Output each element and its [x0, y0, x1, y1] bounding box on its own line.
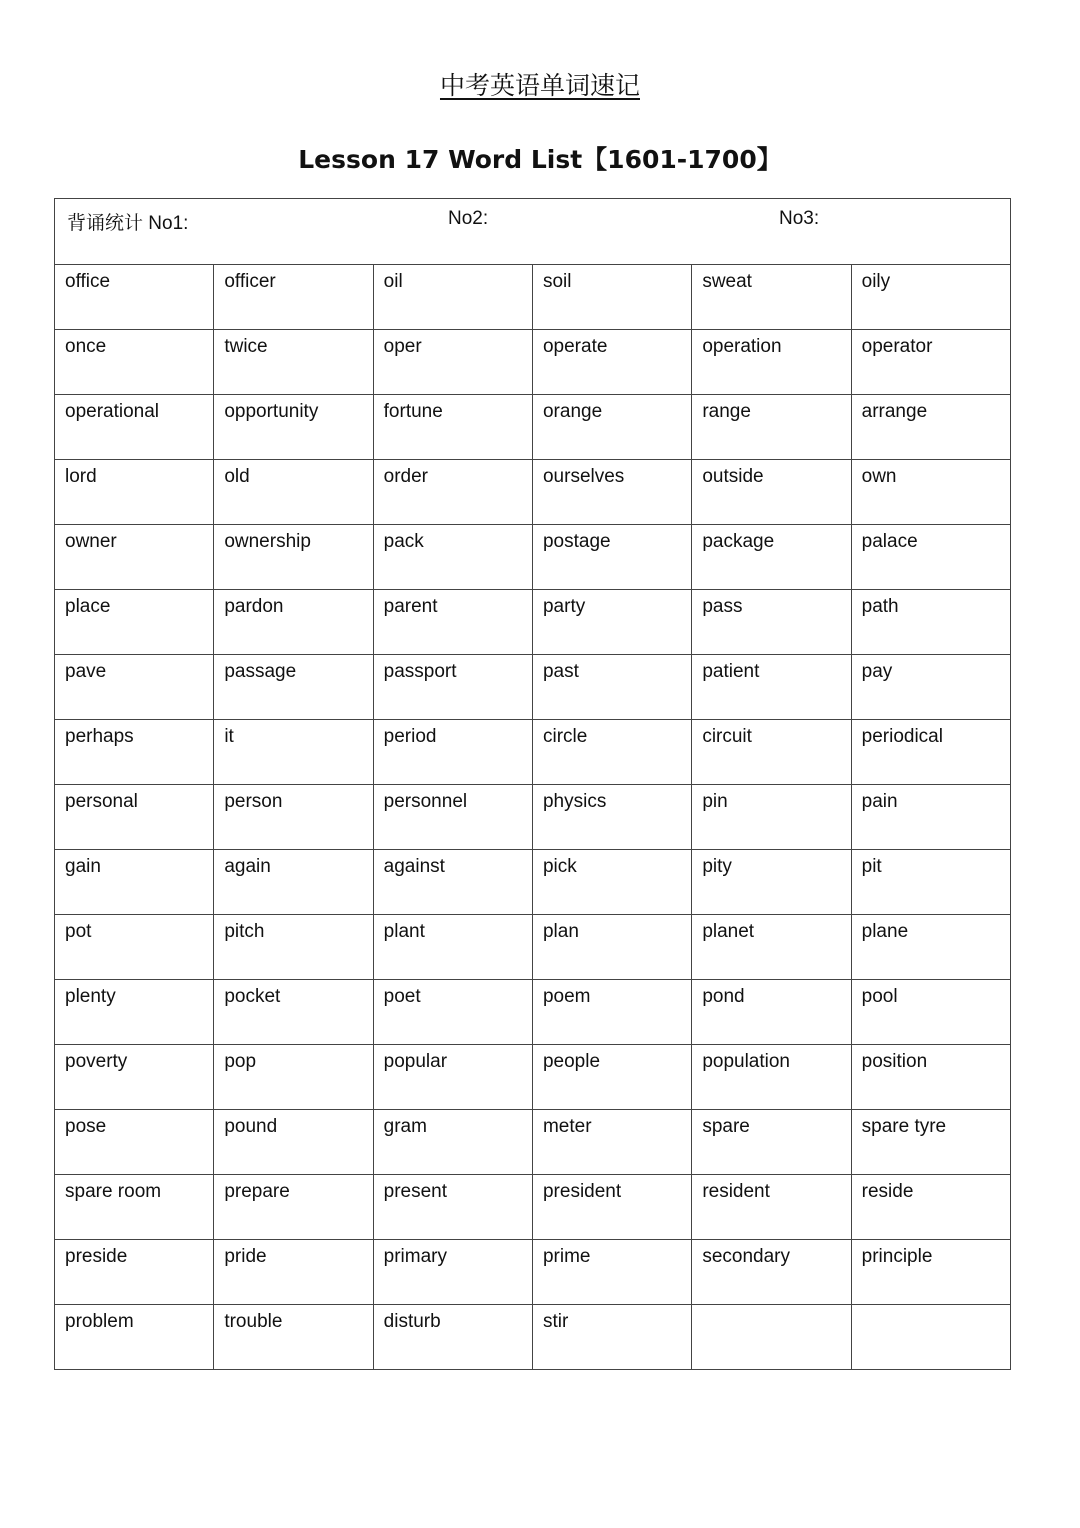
word-cell: pitch: [214, 915, 373, 980]
word-cell: patient: [692, 655, 851, 720]
word-cell: again: [214, 850, 373, 915]
word-cell: reside: [851, 1175, 1010, 1240]
word-cell: path: [851, 590, 1010, 655]
word-cell: pass: [692, 590, 851, 655]
word-cell: trouble: [214, 1305, 373, 1370]
table-row: [55, 265, 1011, 330]
word-cell: owner: [55, 525, 214, 590]
word-cell: disturb: [373, 1305, 532, 1370]
word-cell: popular: [373, 1045, 532, 1110]
word-cell: people: [532, 1045, 691, 1110]
table-row: [55, 460, 1011, 525]
word-cell: passage: [214, 655, 373, 720]
word-cell: circuit: [692, 720, 851, 785]
word-cell: office: [55, 265, 214, 330]
word-cell: oil: [373, 265, 532, 330]
table-row: [55, 330, 1011, 395]
word-cell: prime: [532, 1240, 691, 1305]
word-cell: [851, 1305, 1010, 1370]
word-cell: pave: [55, 655, 214, 720]
word-cell: person: [214, 785, 373, 850]
word-cell: pay: [851, 655, 1010, 720]
word-cell: problem: [55, 1305, 214, 1370]
word-cell: operate: [532, 330, 691, 395]
table-row: [55, 655, 1011, 720]
word-cell: own: [851, 460, 1010, 525]
word-cell: operator: [851, 330, 1010, 395]
word-cell: palace: [851, 525, 1010, 590]
table-row: [55, 915, 1011, 980]
word-cell: twice: [214, 330, 373, 395]
word-cell: pool: [851, 980, 1010, 1045]
word-cell: spare: [692, 1110, 851, 1175]
word-cell: once: [55, 330, 214, 395]
word-cell: stir: [532, 1305, 691, 1370]
word-cell: prepare: [214, 1175, 373, 1240]
word-cell: periodical: [851, 720, 1010, 785]
word-cell: poet: [373, 980, 532, 1045]
word-cell: pocket: [214, 980, 373, 1045]
word-cell: pond: [692, 980, 851, 1045]
word-cell: ownership: [214, 525, 373, 590]
word-cell: pound: [214, 1110, 373, 1175]
word-cell: it: [214, 720, 373, 785]
word-cell: poverty: [55, 1045, 214, 1110]
word-cell: pop: [214, 1045, 373, 1110]
word-cell: parent: [373, 590, 532, 655]
word-cell: pity: [692, 850, 851, 915]
word-cell: spare tyre: [851, 1110, 1010, 1175]
word-list-table: [54, 198, 1011, 1370]
word-cell: against: [373, 850, 532, 915]
word-cell: personal: [55, 785, 214, 850]
table-row: [55, 525, 1011, 590]
count-no2-label: No2:: [448, 208, 489, 229]
table-row: [55, 785, 1011, 850]
word-cell: pick: [532, 850, 691, 915]
word-cell: range: [692, 395, 851, 460]
word-cell: president: [532, 1175, 691, 1240]
word-cell: operational: [55, 395, 214, 460]
word-cell: party: [532, 590, 691, 655]
table-row: [55, 1045, 1011, 1110]
word-cell: officer: [214, 265, 373, 330]
word-cell: pack: [373, 525, 532, 590]
table-row: [55, 720, 1011, 785]
word-cell: operation: [692, 330, 851, 395]
word-cell: [692, 1305, 851, 1370]
word-cell: pose: [55, 1110, 214, 1175]
word-cell: gain: [55, 850, 214, 915]
word-cell: pit: [851, 850, 1010, 915]
word-cell: pot: [55, 915, 214, 980]
recitation-count-row: [55, 199, 1011, 265]
word-cell: fortune: [373, 395, 532, 460]
word-cell: oily: [851, 265, 1010, 330]
document-title-lesson: Lesson 17 Word List【1601-1700】: [298, 145, 782, 174]
word-cell: position: [851, 1045, 1010, 1110]
table-row: [55, 1305, 1011, 1370]
table-row: [55, 980, 1011, 1045]
table-row: [55, 850, 1011, 915]
word-cell: population: [692, 1045, 851, 1110]
word-cell: soil: [532, 265, 691, 330]
word-cell: resident: [692, 1175, 851, 1240]
word-cell: pride: [214, 1240, 373, 1305]
word-cell: outside: [692, 460, 851, 525]
word-cell: passport: [373, 655, 532, 720]
word-cell: opportunity: [214, 395, 373, 460]
word-cell: ourselves: [532, 460, 691, 525]
word-cell: package: [692, 525, 851, 590]
word-cell: personnel: [373, 785, 532, 850]
word-cell: spare room: [55, 1175, 214, 1240]
word-cell: arrange: [851, 395, 1010, 460]
word-cell: circle: [532, 720, 691, 785]
word-cell: plant: [373, 915, 532, 980]
table-row: [55, 1110, 1011, 1175]
word-cell: planet: [692, 915, 851, 980]
word-cell: plan: [532, 915, 691, 980]
count-no1-label: 背诵统计 No1:: [67, 213, 189, 234]
table-row: [55, 1240, 1011, 1305]
word-cell: plane: [851, 915, 1010, 980]
word-cell: sweat: [692, 265, 851, 330]
word-cell: place: [55, 590, 214, 655]
word-cell: old: [214, 460, 373, 525]
word-cell: preside: [55, 1240, 214, 1305]
word-cell: pain: [851, 785, 1010, 850]
count-no3-label: No3:: [779, 208, 820, 229]
word-cell: primary: [373, 1240, 532, 1305]
word-cell: pin: [692, 785, 851, 850]
word-cell: orange: [532, 395, 691, 460]
word-cell: meter: [532, 1110, 691, 1175]
word-cell: poem: [532, 980, 691, 1045]
word-cell: postage: [532, 525, 691, 590]
word-cell: secondary: [692, 1240, 851, 1305]
word-cell: order: [373, 460, 532, 525]
word-cell: perhaps: [55, 720, 214, 785]
table-row: [55, 1175, 1011, 1240]
document-title-chinese: 中考英语单词速记: [439, 71, 640, 100]
word-cell: physics: [532, 785, 691, 850]
word-cell: pardon: [214, 590, 373, 655]
word-cell: period: [373, 720, 532, 785]
word-cell: oper: [373, 330, 532, 395]
table-row: [55, 590, 1011, 655]
word-cell: plenty: [55, 980, 214, 1045]
word-cell: lord: [55, 460, 214, 525]
word-cell: gram: [373, 1110, 532, 1175]
word-cell: present: [373, 1175, 532, 1240]
word-cell: past: [532, 655, 691, 720]
table-row: [55, 395, 1011, 460]
word-cell: principle: [851, 1240, 1010, 1305]
